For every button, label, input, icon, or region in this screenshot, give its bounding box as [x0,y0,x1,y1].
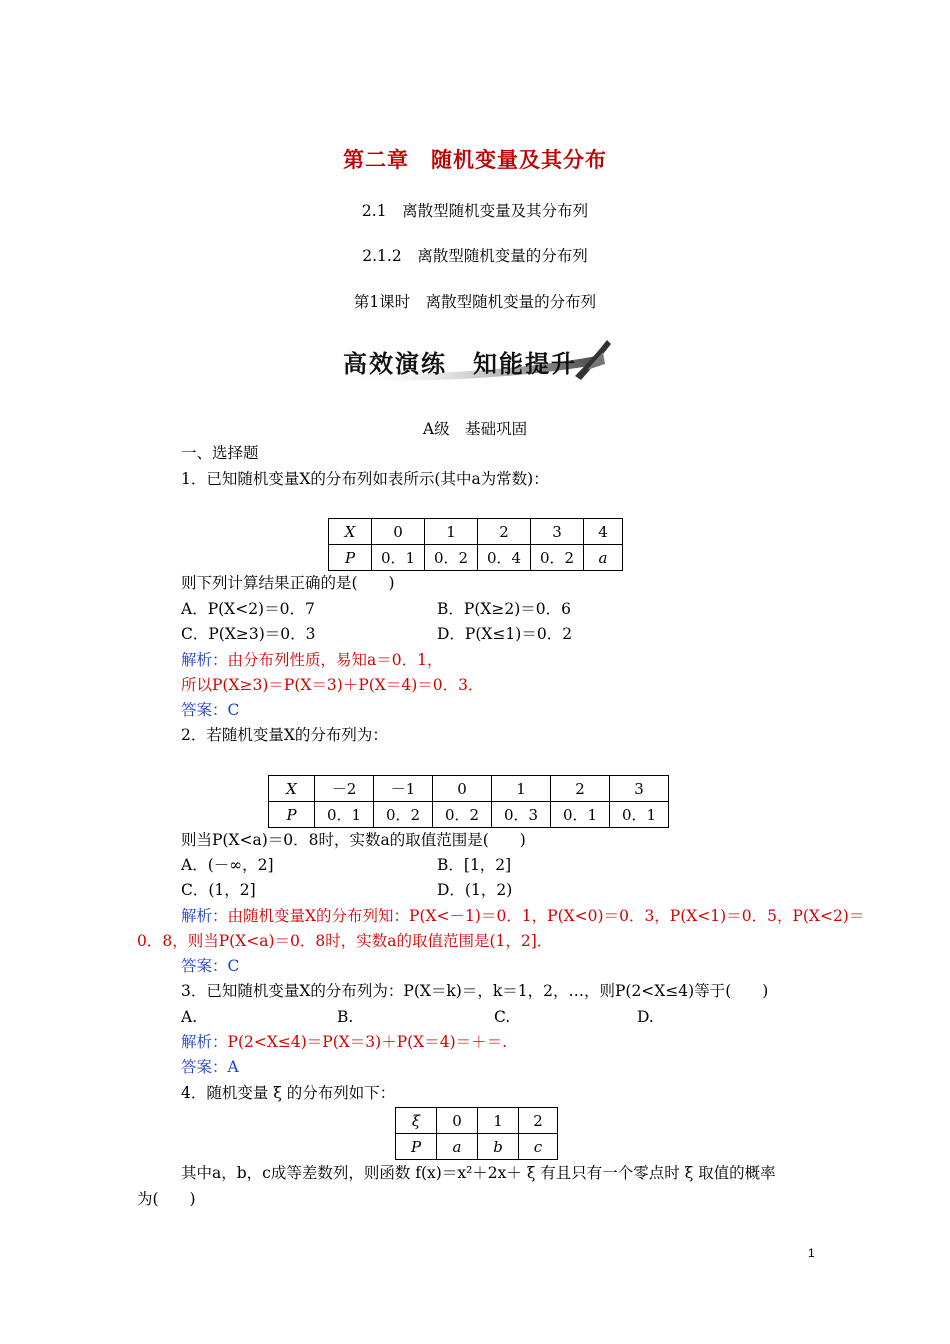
q4-text-line1: 其中a，b，c成等差数列，则函数 f(x)＝x²＋2x＋ ξ 有且只有一个零点时 ξ 取值的概率 [181,1164,776,1182]
table-cell: 3 [610,776,669,802]
table-cell: X [269,776,315,802]
table-cell: X [329,519,372,545]
q1-stem: 1．已知随机变量X的分布列如表所示(其中a为常数)： [181,470,549,488]
table-cell: 1 [492,776,551,802]
banner [335,336,615,386]
table-cell: 0．2 [374,802,433,828]
section-heading: 2.1 离散型随机变量及其分布列 [361,202,589,220]
table-cell: －2 [315,776,374,802]
q4-text-line2: 为( ) [137,1190,196,1208]
table-cell: 0 [433,776,492,802]
analysis-label: 解析： [181,1033,228,1051]
q2-analysis [181,906,864,926]
table-cell: 2 [551,776,610,802]
q3-analysis [181,1032,507,1052]
table-cell: 0．3 [492,802,551,828]
table-cell: a [584,545,623,571]
q2-analysis-line2: 0．8，则当P(X<a)＝0．8时，实数a的取值范围是(1，2]． [137,932,553,950]
table-cell: P [396,1134,437,1160]
table-cell: 0．4 [478,545,531,571]
q1-analysis-line2: 所以P(X≥3)＝P(X＝3)＋P(X＝4)＝0．3． [181,676,484,694]
analysis-label: 解析： [181,907,228,925]
q1-distribution-table [328,518,623,571]
q1-option-c: C．P(X≥3)＝0．3 [181,625,316,643]
q2-option-b: B．[1，2] [437,856,512,874]
q3-option-b: B. [337,1008,354,1026]
q3-answer: 答案：A [181,1058,239,1076]
table-cell: 1 [425,519,478,545]
table-cell: 2 [478,519,531,545]
q1-prompt: 则下列计算结果正确的是( ) [181,574,395,592]
page-number: 1 [808,1246,815,1260]
q1-option-b: B．P(X≥2)＝0．6 [437,600,572,618]
analysis-text: 由随机变量X的分布列知：P(X<－1)＝0．1，P(X<0)＝0．3，P(X<1)＝0．5，P(X<2)＝ [227,907,865,925]
table-cell: 0．1 [372,545,425,571]
table-cell: 0．1 [315,802,374,828]
lesson-heading: 第1课时 离散型随机变量的分布列 [353,293,597,311]
q3-option-c: C. [494,1008,511,1026]
table-cell: b [478,1134,519,1160]
q2-stem: 2．若随机变量X的分布列为： [181,726,388,744]
q1-answer: 答案：C [181,701,240,719]
table-cell: c [519,1134,558,1160]
q2-answer: 答案：C [181,957,240,975]
q4-stem: 4．随机变量 ξ 的分布列如下： [181,1084,396,1102]
table-cell: a [437,1134,478,1160]
table-cell: 0．2 [425,545,478,571]
table-cell: P [269,802,315,828]
table-cell: 3 [531,519,584,545]
q2-distribution-table [268,775,669,828]
q1-analysis [181,650,442,670]
table-cell: 0．2 [433,802,492,828]
analysis-text: 由分布列性质，易知a＝0．1， [227,651,443,669]
table-cell: 0．1 [610,802,669,828]
subsection-heading: 2.1.2 离散型随机变量的分布列 [362,247,588,265]
level-heading: A级 基础巩固 [422,420,528,438]
analysis-text: P(2<X≤4)＝P(X＝3)＋P(X＝4)＝＋＝. [227,1033,508,1051]
analysis-label: 解析： [181,651,228,669]
table-cell: －1 [374,776,433,802]
q2-option-a: A．(－∞，2] [181,856,274,874]
table-cell: P [329,545,372,571]
table-cell: 0 [437,1108,478,1134]
q4-distribution-table [395,1107,558,1160]
table-cell: 0．2 [531,545,584,571]
q2-prompt: 则当P(X<a)＝0．8时，实数a的取值范围是( ) [181,831,526,849]
q3-option-a: A. [181,1008,198,1026]
q1-option-a: A．P(X<2)＝0．7 [181,600,315,618]
table-cell: 2 [519,1108,558,1134]
q2-option-c: C．(1，2] [181,881,256,899]
table-cell: 0 [372,519,425,545]
q2-option-d: D．(1，2) [437,881,513,899]
q3-option-d: D. [637,1008,654,1026]
part-heading: 一、选择题 [181,444,259,462]
chapter-title: 第二章 随机变量及其分布 [343,147,607,172]
table-cell: 0．1 [551,802,610,828]
q3-stem: 3．已知随机变量X的分布列为：P(X＝k)＝，k＝1，2，…，则P(2<X≤4)等于( ) [181,982,769,1000]
table-cell: ξ [396,1108,437,1134]
table-cell: 4 [584,519,623,545]
q1-option-d: D．P(X≤1)＝0．2 [437,625,573,643]
table-cell: 1 [478,1108,519,1134]
banner-text: 高效演练 知能提升 [343,350,577,378]
